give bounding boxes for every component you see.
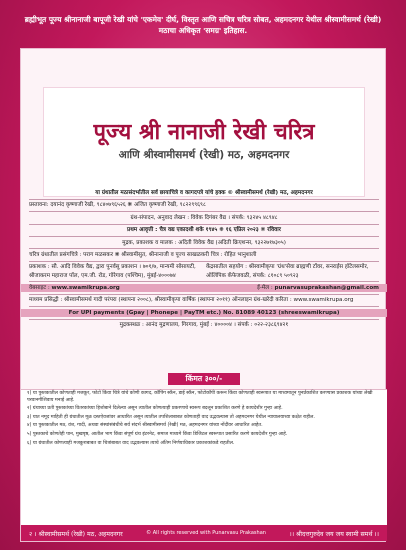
divider xyxy=(29,306,379,307)
email-label: ई-मेल : xyxy=(257,284,273,291)
divider xyxy=(29,248,379,249)
divider xyxy=(29,199,379,200)
preface-line: प्रस्तावना: दयानंद कृष्णाजी रेखी, ९८४०७९६५२६ ❋ अजित कृष्णाजी रेखी, ९८२२९९६९८ xyxy=(29,202,206,209)
divider xyxy=(29,224,379,225)
email-link[interactable]: punarvasuprakashan@gmail.com xyxy=(274,284,379,291)
divider xyxy=(29,281,379,282)
publisher-block xyxy=(21,263,387,279)
rights-note: या ग्रंथातील मठासंदर्भातील सर्व छायाचित्रे व कागदपत्रे यांचे हक्क © श्रीस्वामीसमर्थ (रेखी) मठ, अहमदनगर xyxy=(95,190,313,196)
divider xyxy=(29,294,379,295)
email-group xyxy=(257,284,379,292)
divider xyxy=(29,211,379,212)
title-box xyxy=(43,87,365,197)
website-link[interactable]: www.swamikrupa.org xyxy=(51,284,120,291)
distribution-partner: केंद्रसातील सहयोग : श्रीस्वामीकृपा 'ग्रंथ'सेवा ब्राह्मणी टॉवर, सनराईस हॉटेलसमोर, ऑलिंपिक कॅफेजवळी, संपर्क: ८१०८९ ५०९२३ xyxy=(206,264,369,279)
divider xyxy=(29,261,379,262)
book-subtitle: आणि श्रीस्वामीसमर्थ (रेखी) मठ, अहमदनगर xyxy=(118,149,290,161)
publisher-address: प्रकाशक : सौ. आदि विवेक वैद्य, द्वारा पुनर्वसु प्रकाशन । ७०१/७, मान्यमी सोसायटी, श्रीजाकरम महाराज पॉल, एम.जी. रोड, गोरेगाव (पश्चिम), मुंबई-४०००७४ xyxy=(29,264,196,279)
disclaimer-item: २) ग्रंथाच्या प्रती पुस्तकांच्या वितरकांच्या हिशोबाने दिलेल्या असून त्यातील कोणत्याही प्रकरणाचे स्वरूप बदलून प्रकाशित करणे हे कायदेशीर गुन्हा आहे. xyxy=(27,406,283,412)
disclaimer-item: १) या पुस्तकातील कोणताही मजकूर, फोटो किंवा चित्रे यांचे कोणी कागद, कॉपिंग स्कॅन, डाई स्कॅन, फोटोकॉपी करून किंवा कोणताही स्वरूपात या माध्यमातून पुनर्प्रकाशित करण्यास प्रकाशक यांच्या लेखी परवानगीशिवाय मनाई आहे. xyxy=(27,391,373,403)
disclaimer-item: ३) यात नमूद माहिती ही ग्रंथातील मूळ दस्तऐवजांवर आधारित असून त्यातील तपशिलाबाबत कोणताही वाद उद्भवल्यास तो अहमदनगर येथील न्यायालयाच्या कक्षेत राहील. xyxy=(27,414,315,420)
footer-page-number: २ । श्रीस्वामीसमर्थ (रेखी) मठ, अहमदनगर xyxy=(29,530,123,538)
imprint-card xyxy=(20,48,386,542)
footer-copyright: © All rights reserved with Punarvasu Prakashan xyxy=(146,530,266,536)
website-group xyxy=(29,284,120,292)
illustrations-line: चरित्र ग्रंथातील प्रसंगचित्रे : पराग मळसकर ❋ श्रीस्वामीसुत, श्रीनानाजी व पूज्य साखळकरी चित्र : रोहित भानुशाली xyxy=(29,251,257,258)
edition-line: प्रथम आवृत्ती : चैत्र वद्य एकादशी शके १९४५ ❋ १६ एप्रिल २०२३ ❋ रविवार xyxy=(127,227,281,234)
disclaimer-item: ५) पुस्तकाचे कोणतेही पान, मुखपृष्ठ, आतील भाग किंवा संपूर्ण ग्रंथ इंटरनेट, समाज माध्यमे किंवा डिजिटल स्वरूपात प्रसारित करणे कायदेशीर गुन्हा आहे. xyxy=(27,431,288,437)
print-location-line: मुद्रकस्थळ : आनंद मुद्रणालय, गिरगाव, मुंबई : ४००००४ । संपर्क : ०२२-२३८६९४२१ xyxy=(119,322,289,329)
price-badge: किंमत ३००/- xyxy=(168,373,240,385)
upi-line: For UPI payments (Gpay | Phonepe | PayTM etc.) No. 81089 40123 (shreeswamikrupa) xyxy=(21,309,387,317)
divider xyxy=(29,236,379,237)
disclaimer-item: ६) या ग्रंथातील कोणत्याही मजकुराबाबत वा चित्रांबाबत वाद उद्भवल्यास त्याचे अंतिम निर्णयाधिकार प्रकाशकांकडे राहतील. xyxy=(27,440,235,446)
page-footer xyxy=(21,525,387,541)
website-label: वेबसाइट : xyxy=(29,284,50,291)
editor-line: ग्रंथ-संपादन, अनुवाद लेखन : विवेक दिगंबर वैद्य । संपर्क: ९३२४५ ४८९४८ xyxy=(130,214,278,221)
printer-publisher-line: मुद्रक, प्रकाशक व मालक : अदिती विवेक वैद्य (अदिती क्रिएशन्स, ९३२२७१७३०५) xyxy=(122,239,286,246)
divider xyxy=(29,319,379,320)
media-line: माध्यम प्रसिद्धी : श्रीस्वामीसमर्थ गादी परंपरा (स्थापना २००८), श्रीस्वामीकृपा वार्षिक (स्थापना २०११) ऑनलाइन ग्रंथ-खरेदी करिता : www.swamikrupa.org xyxy=(29,297,354,304)
book-title: पूज्य श्री नानाजी रेखी चरित्र xyxy=(93,120,315,145)
footer-invocation: ।। श्रीदत्तगुरुदेव जय जय स्वामी समर्थ ।। xyxy=(289,530,379,538)
contact-strip xyxy=(21,284,387,292)
disclaimer-box xyxy=(21,389,387,528)
top-note: ब्रह्मीभूत पूज्य श्रीनानाजी बापूजी रेखी यांचे 'एकमेव' दीर्घ, विस्तृत आणि सचित्र चरित्र सोबत, अहमदनगर येथील श्रीस्वामीसमर्थ (रेखी) मठाचा अधिकृत 'समग्र' इतिहास. xyxy=(24,15,382,35)
disclaimer-item: ४) या पुस्तकातील मठ, वंश, गादी, अथवा संस्थांसंबंधीचे सर्व संदर्भ श्रीस्वामीसमर्थ (रेखी) मठ, अहमदनगर यांच्या नोंदींवर आधारित आहेत. xyxy=(27,423,263,429)
imprint-details xyxy=(21,189,387,329)
